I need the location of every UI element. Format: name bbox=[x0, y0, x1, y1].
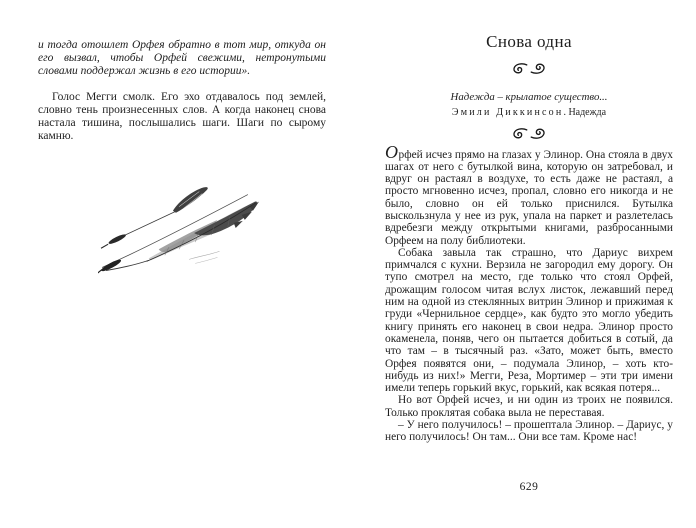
epigraph-attribution bbox=[385, 106, 673, 119]
fleuron-ornament-icon bbox=[385, 62, 673, 75]
left-page bbox=[38, 39, 326, 143]
page-number: 629 bbox=[519, 481, 539, 493]
fleuron-ornament-icon bbox=[385, 127, 673, 140]
body-paragraph: Собака завыла так страшно, что Дариус вихрем примчался с кухни. Верзила не загородил ему дорогу. Он тупо смотрел на место, где только что стоял Орфей, дрожащим голосом читая вслух листок, лежавший перед ним на одной из стеклянных витрин Элинор и прижимая к груди «Чернильное сердце», как будто это могло убедить книгу принять его наконец в свои недра. Элинор просто окаменела, поняв, чего он пытается добиться в сотый, да что там – в тысячный раз. «Зато, может быть, вместо Орфея появятся они, – подумала Элинор, – хоть кто-нибудь из них!» Мегги, Реза, Мортимер – эти три имени имели теперь горький вкус, горький, как всякая потеря... bbox=[385, 246, 673, 395]
feather-quill-icon bbox=[98, 184, 260, 276]
epigraph-author: Эмили Диккинсон bbox=[451, 106, 564, 118]
epigraph bbox=[385, 91, 673, 119]
chapter-body bbox=[385, 141, 673, 444]
feather-quill-illustration bbox=[98, 184, 260, 276]
body-paragraph: Но вот Орфей исчез, и ни один из троих не появился. Только проклятая собака выла не переставая. bbox=[385, 394, 673, 419]
chapter-title: Снова одна bbox=[486, 32, 572, 51]
epigraph-source: . Надежда bbox=[563, 106, 607, 118]
left-page-paragraph: Голос Мегги смолк. Его эхо отдавалось под землей, словно тень произнесенных слов. А когда наконец снова настала тишина, послышались шаги. Шаги по сырому камню. bbox=[38, 90, 326, 142]
body-paragraph-text: рфей исчез прямо на глазах у Элинор. Она стояла в двух шагах от него с бутылкой вина, которую он затребовал, и вдруг он растаял в воздухе, то есть даже не растаял, а просто мгновенно исчез, пропал, словно его никогда и не было, словно он ей только приснился. Бутылка выскользнула у нее из рук, упала на паркет и разлетелась вдребезги между открытыми книгами, разбросанными Орфеем на полу библиотеки. bbox=[385, 148, 673, 247]
body-paragraph bbox=[385, 141, 673, 247]
right-page bbox=[385, 32, 673, 444]
epigraph-quote: Надежда – крылатое существо... bbox=[450, 91, 608, 103]
body-paragraph: – У него получилось! – прошептала Элинор. – Дариус, у него получилось! Он там... Они все там. Кроме нас! bbox=[385, 419, 673, 444]
quote-continuation-text: и тогда отошлет Орфея обратно в тот мир, откуда он его вызвал, чтобы Орфей свежими, нетронутыми словами поддержал жизнь в его истории». bbox=[38, 39, 326, 78]
drop-cap-initial: О bbox=[385, 141, 399, 162]
